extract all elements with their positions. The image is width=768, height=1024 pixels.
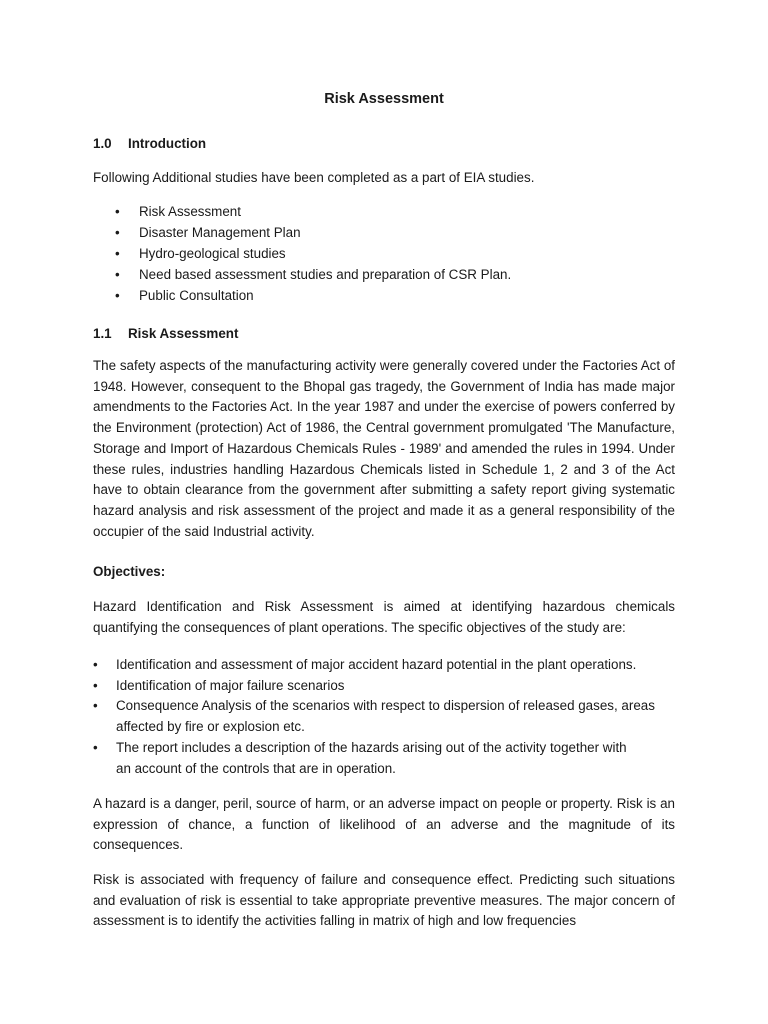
intro-paragraph: Following Additional studies have been completed as a part of EIA studies. xyxy=(93,170,535,185)
bullet-icon: • xyxy=(115,288,120,303)
bullet-icon: • xyxy=(115,246,120,261)
objectives-list xyxy=(93,655,678,779)
page-title: Risk Assessment xyxy=(324,91,444,107)
hazard-paragraph: A hazard is a danger, peril, source of harm, or an adverse impact on people or property. Risk is an expression of chance, a function of likelihood of an adverse and the magnitude of its consequences. xyxy=(93,796,675,853)
bullet-icon: • xyxy=(93,698,98,714)
objectives-intro-paragraph: Hazard Identification and Risk Assessment is aimed at identifying hazardous chemicals quantifying the consequences of plant operations. The specific objectives of the study are: xyxy=(93,599,675,635)
bullet-icon: • xyxy=(93,677,98,693)
bullet-icon: • xyxy=(115,267,120,282)
bullet-icon: • xyxy=(93,657,98,672)
section-heading-risk-assessment xyxy=(93,324,238,344)
list-item: • Need based assessment studies and preparation of CSR Plan. xyxy=(115,264,675,285)
bullet-icon: • xyxy=(115,225,120,240)
list-item: • Consequence Analysis of the scenarios with respect to dispersion of released gases, areas affected by fire or explosion etc. xyxy=(93,698,655,735)
list-item: • Risk Assessment xyxy=(115,201,675,222)
list-item: • Identification and assessment of major accident hazard potential in the plant operations. xyxy=(93,655,678,676)
objectives-heading: Objectives: xyxy=(93,564,166,579)
bullet-icon: • xyxy=(115,204,120,219)
section-number: 1.0 xyxy=(93,136,112,151)
section-title: Introduction xyxy=(128,136,207,151)
risk-frequency-paragraph: Risk is associated with frequency of failure and consequence effect. Predicting such situations and evaluation of risk is essential to take appropriate preventive measures. The major concern of assessment is to identify the activities falling in matrix of high and low frequencies xyxy=(93,872,675,929)
list-item: • Disaster Management Plan xyxy=(115,222,675,243)
section-number: 1.1 xyxy=(93,326,112,341)
section-heading-introduction xyxy=(93,134,206,154)
bullet-icon: • xyxy=(93,739,98,755)
list-item: • The report includes a description of the hazards arising out of the activity together with an account of the controls that are in operation. xyxy=(93,739,627,776)
list-item: • Public Consultation xyxy=(115,285,675,306)
list-item: • Identification of major failure scenarios xyxy=(93,676,678,697)
risk-assessment-paragraph: The safety aspects of the manufacturing activity were generally covered under the Factories Act of 1948. However, consequent to the Bhopal gas tragedy, the Government of India has made major amendments to the Factories Act. In the year 1987 and under the exercise of powers conferred by the Environment (protection) Act of 1986, the Central government promulgated 'The Manufacture, Storage and Import of Hazardous Chemicals Rules - 1989' and amended the rules in 1994. Under these rules, industries handling Hazardous Chemicals listed in Schedule 1, 2 and 3 of the Act have to obtain clearance from the government after submitting a safety report giving systematic hazard analysis and risk assessment of the project and made it as a general responsibility of the occupier of the said Industrial activity. xyxy=(93,358,675,539)
list-item: • Hydro-geological studies xyxy=(115,243,675,264)
studies-list xyxy=(115,201,675,306)
section-title: Risk Assessment xyxy=(128,326,239,341)
